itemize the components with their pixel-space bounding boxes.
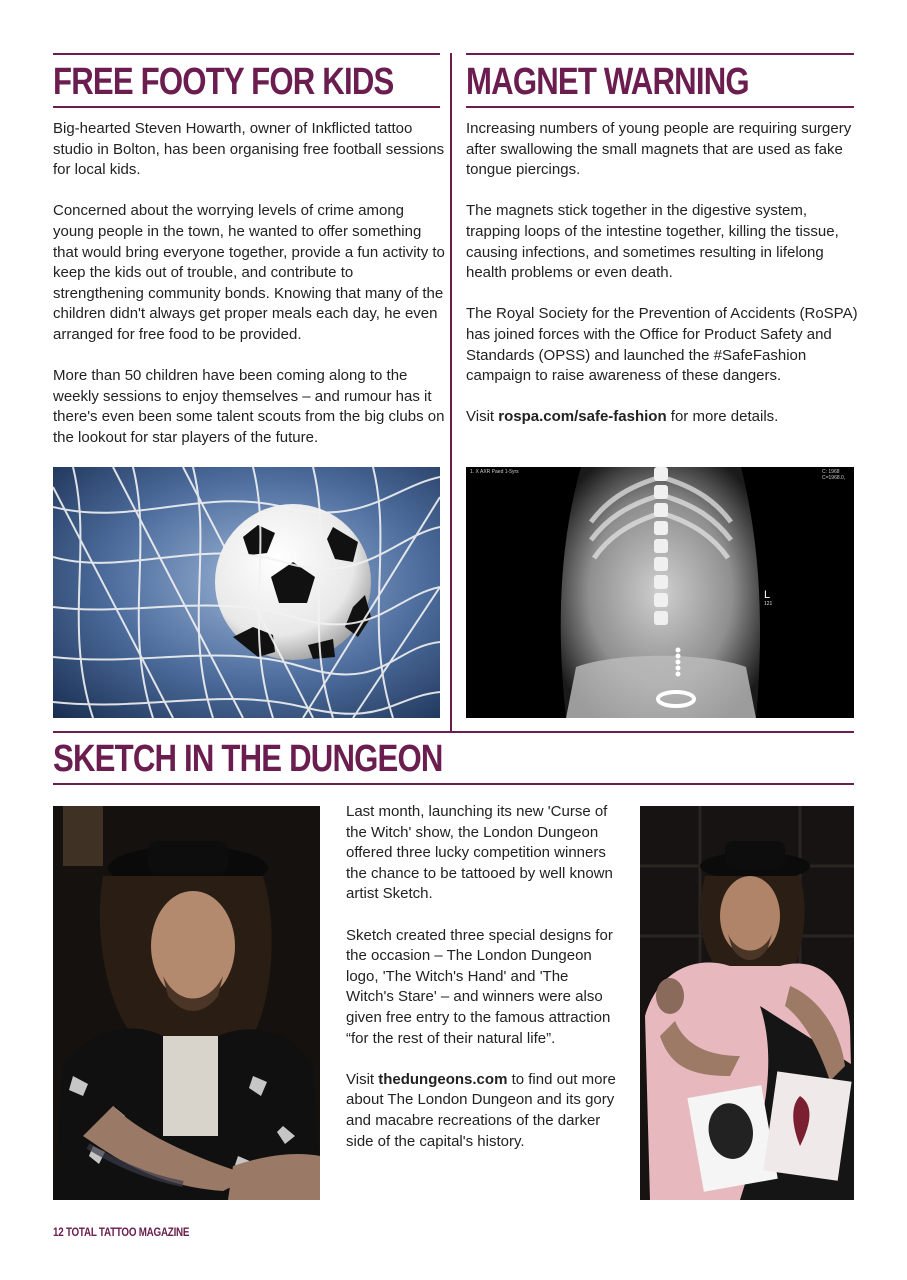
top-rule-right bbox=[466, 53, 854, 55]
article-body-footy bbox=[53, 119, 445, 449]
visit-line-sketch bbox=[346, 1070, 616, 1152]
section-rule-sketch bbox=[53, 731, 854, 733]
paragraph: Increasing numbers of young people are requiring surgery after swallowing the small magnets that are used as fake tongue piercings. bbox=[466, 120, 852, 179]
paragraph: The magnets stick together in the digestive system, trapping loops of the intestine together, killing the tissue, causing infections, and sometimes resulting in lifelong health problems or even death. bbox=[466, 202, 839, 282]
title-underline-magnet bbox=[466, 106, 854, 108]
football-net-photo bbox=[53, 467, 440, 718]
visit-prefix: Visit bbox=[346, 1070, 379, 1088]
visit-suffix: for more details. bbox=[666, 408, 779, 426]
rospa-link[interactable]: rospa.com/safe-fashion bbox=[498, 408, 667, 426]
article-title-footy: FREE FOOTY FOR KIDS bbox=[53, 61, 394, 103]
title-underline-footy bbox=[53, 106, 440, 108]
paragraph: Last month, launching its new 'Curse of the Witch' show, the London Dungeon offered three lucky competition winners the chance to be tattooed by well known artist Sketch. bbox=[346, 803, 613, 903]
paragraph: Sketch created three special designs for the occasion – The London Dungeon logo, 'The Witch's Hand' and 'The Witch's Stare' – and winners were also given free entry to the famous attraction “for the rest of their natural life”. bbox=[346, 926, 613, 1047]
top-rule-left bbox=[53, 53, 440, 55]
xray-label-left: 1. X AXR Paed 1-5yrs bbox=[470, 469, 519, 475]
article-body-magnet bbox=[466, 119, 858, 428]
paragraph: Concerned about the worrying levels of crime among young people in the town, he wanted to offer something that would bring everyone together, provide a fun activity to keep the kids out of trouble, and contribute to strengthening community bonds. Knowing that many of the children didn't always get proper meals each day, he even arranged for free food to be provided. bbox=[53, 202, 445, 343]
article-title-sketch: SKETCH IN THE DUNGEON bbox=[53, 738, 443, 780]
article-body-sketch bbox=[346, 802, 616, 1152]
xray-marker-sub: 121 bbox=[764, 601, 773, 607]
visit-line-magnet bbox=[466, 407, 858, 428]
column-divider bbox=[450, 53, 452, 731]
sketch-portrait-right bbox=[640, 806, 854, 1200]
visit-prefix: Visit bbox=[466, 408, 499, 426]
xray-marker: L bbox=[764, 589, 771, 601]
xray-photo bbox=[466, 467, 854, 718]
xray-label-right-1: C: 1968 bbox=[822, 469, 840, 475]
dungeons-link[interactable]: thedungeons.com bbox=[378, 1070, 508, 1088]
visit-suffix: to find out more about The London Dungeon and its gory and macabre recreations of the darker side of the capital's history. bbox=[346, 1070, 616, 1150]
paragraph: More than 50 children have been coming along to the weekly sessions to enjoy themselves – and rumour has it there's even been some talent scouts from the big clubs on the lookout for star players of the future. bbox=[53, 367, 445, 446]
xray-label-right-2: C=1968.0, bbox=[822, 475, 846, 481]
page-footer: 12 TOTAL TATTOO MAGAZINE bbox=[53, 1225, 190, 1239]
title-underline-sketch bbox=[53, 783, 854, 785]
sketch-portrait-left bbox=[53, 806, 320, 1200]
paragraph: Big-hearted Steven Howarth, owner of Inkflicted tattoo studio in Bolton, has been organising free football sessions for local kids. bbox=[53, 120, 445, 179]
article-title-magnet: MAGNET WARNING bbox=[466, 61, 749, 103]
paragraph: The Royal Society for the Prevention of Accidents (RoSPA) has joined forces with the Office for Product Safety and Standards (OPSS) and launched the #SafeFashion campaign to raise awareness of these dangers. bbox=[466, 305, 858, 385]
